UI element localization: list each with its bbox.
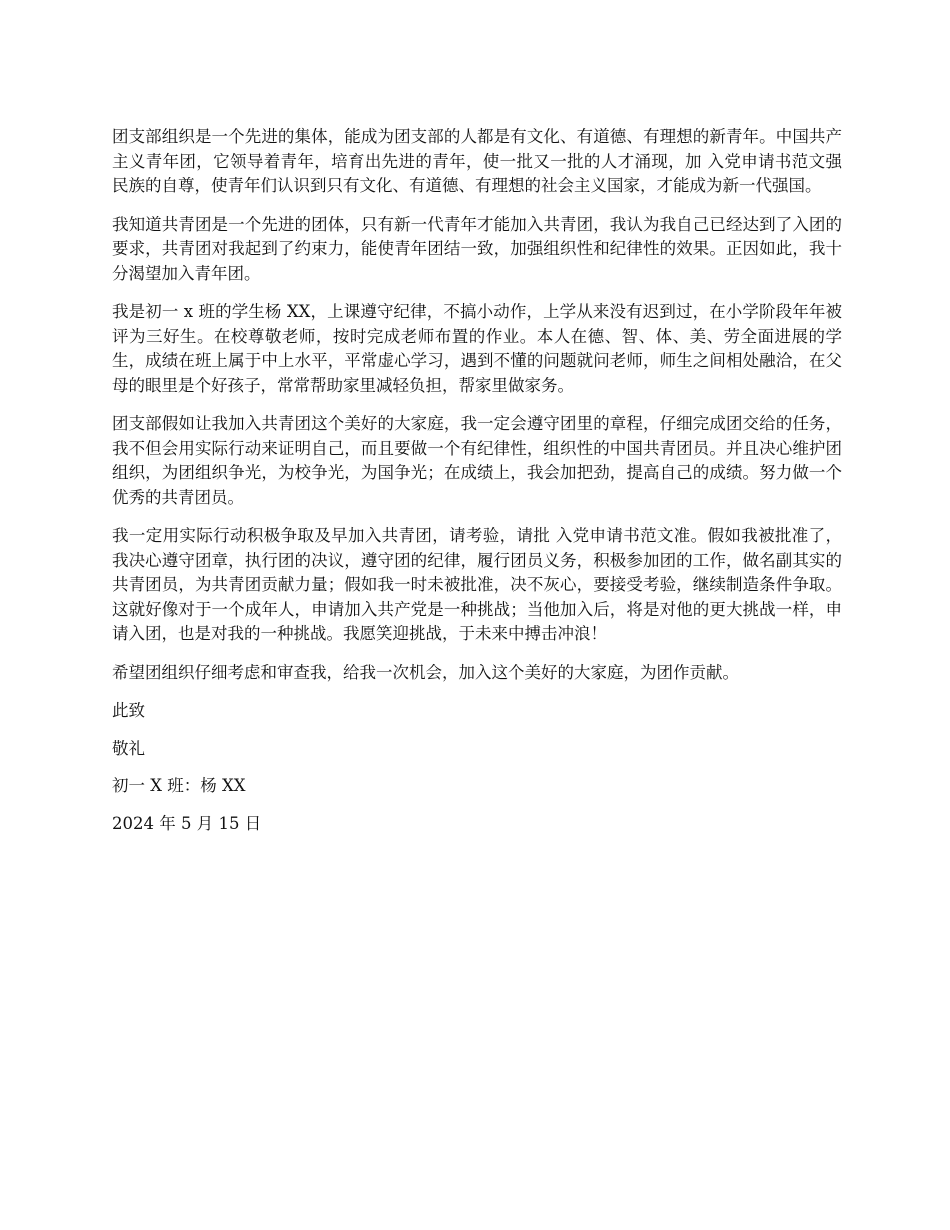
letter-body <box>112 125 842 849</box>
date-line: 2024 年 5 月 15 日 <box>112 813 262 833</box>
paragraph-6: 希望团组织仔细考虑和审查我，给我一次机会，加入这个美好的大家庭，为团作贡献。 <box>112 662 739 682</box>
paragraph-2: 我知道共青团是一个先进的团体，只有新一代青年才能加入共青团，我认为我自己已经达到了入团的要求，共青团对我起到了约束力，能使青年团结一致，加强组织性和纪律性的效果。正因如此，我十分渴望加入青年团。 <box>112 214 842 283</box>
closing-line: 此致 <box>112 701 145 720</box>
paragraph-4: 团支部假如让我加入共青团这个美好的大家庭，我一定会遵守团里的章程，仔细完成团交给的任务，我不但会用实际行动来证明自己，而且要做一个有纪律性，组织性的中国共青团员。并且决心维护团组织，为团组织争光，为校争光，为国争光；在成绩上，我会加把劲，提高自己的成绩。努力做一个优秀的共青团员。 <box>112 414 842 507</box>
paragraph-3: 我是初一 x 班的学生杨 XX，上课遵守纪律，不搞小动作，上学从来没有迟到过，在小学阶段年年被评为三好生。在校尊敬老师，按时完成老师布置的作业。本人在德、智、体、美、劳全面进展的学生，成绩在班上属于中上水平，平常虚心学习，遇到不懂的问题就问老师，师生之间相处融洽，在父母的眼里是个好孩子，常常帮助家里减轻负担，帮家里做家务。 <box>112 302 842 395</box>
paragraph-5: 我一定用实际行动积极争取及早加入共青团，请考验，请批 入党申请书范文准。假如我被批准了，我决心遵守团章，执行团的决议，遵守团的纪律，履行团员义务，积极参加团的工作，做名副其实的共青团员，为共青团贡献力量；假如我一时未被批准，决不灰心，要接受考验，继续制造条件争取。这就好像对于一个成年人，申请加入共产党是一种挑战；当他加入后，将是对他的更大挑战一样，申请入团，也是对我的一种挑战。我愿笑迎挑战，于未来中搏击冲浪！ <box>112 526 842 643</box>
paragraph-1: 团支部组织是一个先进的集体，能成为团支部的人都是有文化、有道德、有理想的新青年。中国共产主义青年团，它领导着青年，培育出先进的青年，使一批又一批的人才涌现，加 入党申请书范文强民族的自尊，使青年们认识到只有文化、有道德、有理想的社会主义国家，才能成为新一代强国。 <box>112 127 842 195</box>
signature-line: 初一 X 班：杨 XX <box>112 776 246 795</box>
salute-line: 敬礼 <box>112 738 145 758</box>
